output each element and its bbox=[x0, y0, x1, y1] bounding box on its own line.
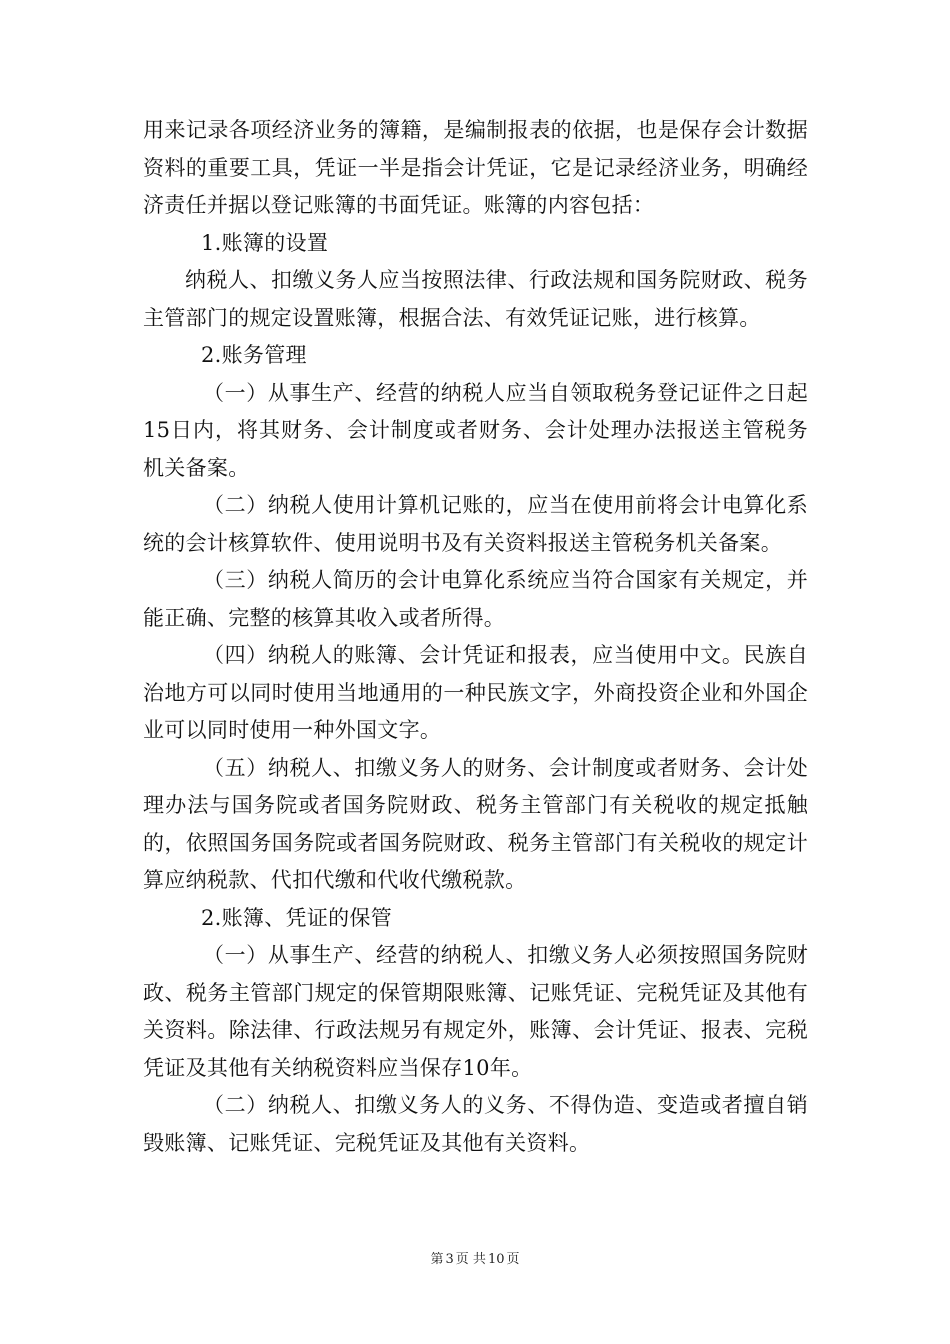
paragraph-account-setup: 纳税人、扣缴义务人应当按照法律、行政法规和国务院财政、税务主管部门的规定设置账簿，根据合法、有效凭证记账，进行核算。 bbox=[143, 268, 808, 330]
paragraph-intro: 用来记录各项经济业务的簿籍，是编制报表的依据，也是保存会计数据资料的重要工具，凭证一半是指会计凭证，它是记录经济业务，明确经济责任并据以登记账簿的书面凭证。账簿的内容包括： bbox=[143, 118, 808, 217]
clause-management-5: （五）纳税人、扣缴义务人的财务、会计制度或者财务、会计处理办法与国务院或者国务院财政、税务主管部门有关税收的规定抵触的，依照国务国务院或者国务院财政、税务主管部门有关税收的规定计算应纳税款、代扣代缴和代收代缴税款。 bbox=[143, 755, 808, 892]
clause-management-4: （四）纳税人的账簿、会计凭证和报表，应当使用中文。民族自治地方可以同时使用当地通用的一种民族文字，外商投资企业和外国企业可以同时使用一种外国文字。 bbox=[143, 643, 808, 742]
clause-keeping-1: （一）从事生产、经营的纳税人、扣缴义务人必须按照国务院财政、税务主管部门规定的保管期限账簿、记账凭证、完税凭证及其他有关资料。除法律、行政法规另有规定外，账簿、会计凭证、报表、完税凭证及其他有关纳税资料应当保存10年。 bbox=[143, 943, 808, 1080]
page-number-total: 10 bbox=[487, 1252, 505, 1267]
clause-management-2: （二）纳税人使用计算机记账的，应当在使用前将会计电算化系统的会计核算软件、使用说明书及有关资料报送主管税务机关备案。 bbox=[143, 493, 808, 555]
footer-suffix: 页 bbox=[506, 1252, 520, 1267]
page-number-current: 3 bbox=[445, 1252, 454, 1267]
document-body bbox=[143, 112, 808, 1162]
page-footer bbox=[0, 1248, 950, 1267]
section-heading-account-setup: 1.账簿的设置 bbox=[201, 230, 329, 255]
clause-management-3: （三）纳税人简历的会计电算化系统应当符合国家有关规定，并能正确、完整的核算其收入或者所得。 bbox=[143, 568, 808, 630]
section-heading-account-management: 2.账务管理 bbox=[201, 343, 307, 367]
footer-prefix: 第 bbox=[430, 1252, 444, 1267]
footer-middle: 页 共 bbox=[455, 1252, 486, 1267]
section-heading-record-keeping: 2.账簿、凭证的保管 bbox=[201, 905, 393, 930]
clause-management-1: （一）从事生产、经营的纳税人应当自领取税务登记证件之日起15日内，将其财务、会计制度或者财务、会计处理办法报送主管税务机关备案。 bbox=[143, 380, 808, 480]
clause-keeping-2: （二）纳税人、扣缴义务人的义务、不得伪造、变造或者擅自销毁账簿、记账凭证、完税凭证及其他有关资料。 bbox=[143, 1093, 808, 1155]
